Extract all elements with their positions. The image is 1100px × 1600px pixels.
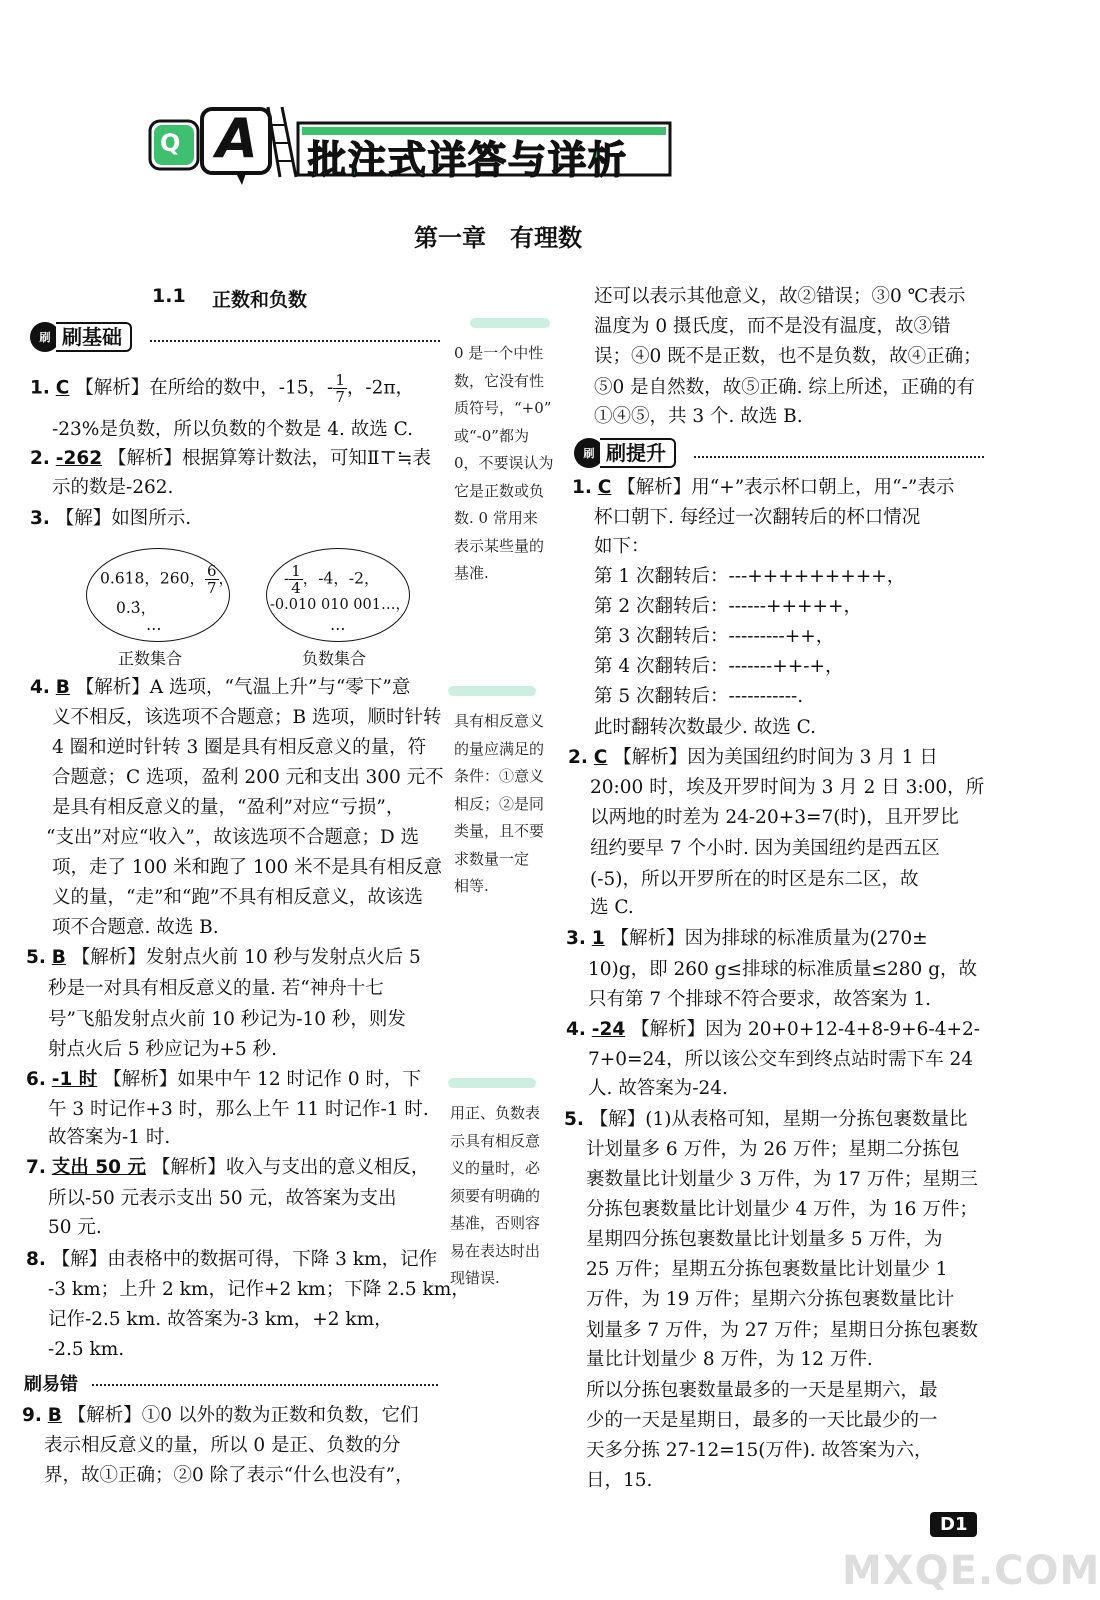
q1-fraction: $\frac{1}{7}$: [335, 371, 345, 406]
q3-line-1: 【解】如图所示.: [55, 508, 192, 529]
q5-line-2: 秒是一对具有相反意义的量. 若“神舟十七: [48, 978, 384, 999]
flip-1: 第 1 次翻转后：---+++++++++，: [594, 566, 906, 587]
q9-cont-line-2: 温度为 0 摄氏度，而不是没有温度，故③错: [594, 316, 951, 337]
chapter-title: 第一章 有理数: [414, 224, 582, 252]
r5-line-3: 裹数量比计划量少 3 万件，为 17 万件；星期三: [586, 1169, 978, 1190]
q9-line-2: 表示相反意义的量，所以 0 是正、负数的分: [44, 1435, 401, 1456]
flip-3: 第 3 次翻转后：---------++，: [594, 626, 835, 647]
q4-line-9: 项不合题意. 故选 B.: [52, 917, 219, 938]
r5-line-6: 25 万件；星期五分拣包裹数量比计划量少 1: [586, 1259, 948, 1280]
banner-title: 批注式详答与详析: [308, 138, 629, 182]
r5-line-12: 天多分拣 27-12=15(万件). 故答案为六，: [586, 1440, 933, 1461]
q5-answer: B: [51, 947, 66, 968]
positive-set-line-1: 0.618，260， $\frac{6}{7}$ ，: [100, 562, 235, 597]
watermark: MXQE.COM: [842, 1548, 1100, 1594]
q9-number: 9.: [22, 1405, 42, 1426]
q8-line-4: -2.5 km.: [48, 1339, 125, 1360]
side-note-3: 用正、负数表 示具有相反意 义的量时，必 须要有明确的 基准，否则容 易在表达时出 现错误.: [450, 1104, 541, 1287]
q8-number: 8.: [26, 1249, 46, 1270]
r3-number: 3.: [566, 928, 586, 949]
side-note-2: 具有相反意义 的量应满足的 条件：①意义 相反；②是同 类量，且不要 求数量一定 相等.: [454, 712, 545, 895]
positive-set-line-2: 0.3̇，: [116, 599, 157, 617]
r2-line-5: (-5)，所以开罗所在的时区是东二区，故: [590, 869, 919, 890]
q1-answer: C: [55, 377, 70, 399]
q3-number: 3.: [30, 508, 50, 529]
side-note-marker: [448, 1078, 536, 1088]
q9-line-1: 【解析】①0 以外的数为正数和负数，它们: [67, 1405, 419, 1426]
q4-line-8: 义的量，“走”和“跑”不具有相反意义，故该选: [52, 887, 423, 908]
q9-cont-line-4: ⑤0 是自然数，故⑤正确. 综上所述，正确的有: [594, 377, 975, 398]
r1-line-4: 此时翻转次数最少. 故选 C.: [594, 717, 817, 738]
page-number: D1: [930, 1512, 977, 1537]
badge-improve: [574, 438, 676, 468]
r5-line-7: 万件，为 19 万件；星期六分拣包裹数量比计: [586, 1289, 955, 1310]
q5-line-4: 射点火后 5 秒应记为+5 秒.: [48, 1039, 278, 1060]
q1-line-1-end: ，-2π，: [346, 377, 415, 399]
r5-line-4: 分拣包裹数量比计划量少 4 万件，为 16 万件；: [586, 1199, 978, 1220]
q4-line-7: 项，走了 100 米和跑了 100 米不是具有相反意: [52, 857, 443, 878]
q2-answer: -262: [55, 448, 103, 469]
r1-line-3: 如下：: [594, 536, 650, 557]
divider: [694, 456, 984, 458]
badge-error: 刷易错: [24, 1374, 78, 1395]
r5-number: 5.: [564, 1109, 584, 1130]
r1-line-2: 杯口朝下. 每经过一次翻转后的杯口情况: [594, 507, 921, 528]
r2-line-3: 以两地的时差为 24-20+3=7(时)，且开罗比: [590, 807, 959, 828]
badge-basic: [30, 322, 132, 352]
flip-5: 第 5 次翻转后：-----------.: [594, 686, 804, 707]
side-note-1: 0 是一个中性 数，它没有性 质符号，“+0” 或“-0”都为 0，不要误认为 它是正数或负 数. 0 常用来 表示某些量的 基准.: [454, 344, 554, 582]
r5-line-2: 计划量多 6 万件，为 26 万件；星期二分拣包: [586, 1139, 960, 1160]
r2-line-6: 选 C.: [590, 897, 634, 918]
q4-line-1: 【解析】A 选项，“气温上升”与“零下”意: [75, 677, 411, 698]
q4-answer: B: [55, 677, 70, 698]
q5-number: 5.: [26, 947, 46, 968]
r5-line-1: 【解】(1)从表格可知，星期一分拣包裹数量比: [589, 1109, 968, 1130]
q4-line-2: 义不相反，该选项不合题意；B 选项，顺时针转: [52, 707, 442, 728]
positive-set-fraction: $\frac{6}{7}$: [206, 562, 217, 597]
q6-line-1: 【解析】如果中午 12 时记作 0 时，下: [103, 1069, 422, 1090]
r5-line-8: 划量多 7 万件，为 27 万件；星期日分拣包裹数: [586, 1320, 978, 1341]
negative-set-line-3: …: [330, 616, 346, 634]
negative-set-label: 负数集合: [302, 649, 367, 668]
badge-improve-label: 刷提升: [600, 438, 676, 468]
badge-basic-label: 刷基础: [56, 322, 132, 352]
q7-answer: 支出 50 元: [51, 1157, 146, 1178]
r4-line-2: 7+0=24，所以该公交车到终点站时需下车 24: [588, 1049, 974, 1070]
q4-line-6: “支出”对应“收入”，故该选项不合题意；D 选: [46, 827, 420, 848]
r3-line-2: 10)g，即 260 g≤排球的标准质量≤280 g，故: [588, 959, 978, 980]
q6-number: 6.: [26, 1069, 46, 1090]
q9-cont-line-5: ①④⑤，共 3 个. 故选 B.: [594, 406, 803, 427]
q8-line-1: 【解】由表格中的数据可得，下降 3 km，记作: [51, 1249, 438, 1270]
r5-line-10: 所以分拣包裹数量最多的一天是星期六，最: [586, 1380, 938, 1401]
q5-line-3: 号”飞船发射点火前 10 秒记为-10 秒，则发: [48, 1009, 406, 1030]
q4-line-4: 合题意；C 选项，盈利 200 元和支出 300 元不: [52, 767, 444, 788]
negative-set-line-2: -0.010 010 001…，: [270, 597, 410, 613]
q2-line-1: 【解析】根据算筹计数法，可知Ⅱ⊤≒表: [107, 448, 431, 469]
q9-cont-line-3: 误；④0 既不是正数，也不是负数，故④正确；: [594, 346, 982, 367]
r1-number: 1.: [572, 477, 592, 498]
r5-line-11: 少的一天是星期日，最多的一天比最少的一: [586, 1410, 938, 1431]
q9-line-3: 界，故①正确；②0 除了表示“什么也没有”，: [44, 1465, 414, 1486]
q1-number: 1.: [30, 377, 50, 399]
q-letter: Q: [160, 129, 181, 157]
side-note-marker: [448, 686, 536, 696]
q1-line-2: -23%是负数，所以负数的个数是 4. 故选 C.: [52, 419, 414, 440]
r2-answer: C: [593, 747, 608, 768]
q1-line-1: 【解析】在所给的数中，-15，-: [75, 377, 334, 399]
flip-2: 第 2 次翻转后：------+++++，: [594, 596, 863, 617]
r2-line-4: 纽约要早 7 个小时. 因为美国纽约是西五区: [590, 838, 940, 859]
q6-line-3: 故答案为-1 时.: [48, 1127, 171, 1148]
r1-answer: C: [597, 477, 612, 498]
q7-line-3: 50 元.: [48, 1217, 102, 1238]
q8-line-2: -3 km；上升 2 km，记作+2 km；下降 2.5 km，: [48, 1279, 470, 1300]
positive-set-line-3: …: [146, 616, 162, 634]
q2-line-2: 示的数是-262.: [52, 477, 174, 498]
r3-answer: 1: [591, 928, 605, 949]
r5-line-5: 星期四分拣包裹数量比计划量多 5 万件，为: [586, 1229, 943, 1250]
r1-line-1: 【解析】用“+”表示杯口朝上，用“-”表示: [617, 477, 955, 498]
divider: [150, 340, 440, 342]
a-letter: A: [216, 107, 258, 170]
badge-icon: 刷: [30, 322, 60, 352]
badge-icon: 刷: [574, 438, 604, 468]
r5-line-9: 量比计划量少 8 万件，为 12 万件.: [586, 1349, 873, 1370]
q7-line-1: 【解析】收入与支出的意义相反，: [151, 1157, 430, 1178]
r4-number: 4.: [566, 1019, 586, 1040]
q4-line-5: 是具有相反意义的量，“盈利”对应“亏损”，: [52, 797, 405, 818]
r5-line-13: 日，15.: [586, 1470, 653, 1491]
q7-line-2: 所以-50 元表示支出 50 元，故答案为支出: [48, 1188, 397, 1209]
q7-number: 7.: [26, 1157, 46, 1178]
r2-line-1: 【解析】因为美国纽约时间为 3 月 1 日: [613, 747, 938, 768]
q9-cont-line-1: 还可以表示其他意义，故②错误；③0 ℃表示: [594, 286, 966, 307]
r2-line-2: 20:00 时，埃及开罗时间为 3 月 2 日 3:00，所: [590, 777, 985, 798]
r4-line-1: 【解析】因为 20+0+12-4+8-9+6-4+2-: [631, 1019, 980, 1040]
r3-line-1: 【解析】因为排球的标准质量为(270±: [610, 928, 928, 949]
r3-line-3: 只有第 7 个排球不符合要求，故答案为 1.: [588, 989, 932, 1010]
divider: [92, 1384, 438, 1386]
q6-line-2: 午 3 时记作+3 时，那么上午 11 时记作-1 时.: [48, 1099, 429, 1120]
q6-answer: -1 时: [51, 1069, 98, 1090]
q2-number: 2.: [30, 448, 50, 469]
positive-set-label: 正数集合: [118, 649, 183, 668]
r2-number: 2.: [568, 747, 588, 768]
section-title: 正数和负数: [212, 289, 308, 311]
q5-line-1: 【解析】发射点火前 10 秒与发射点火后 5: [71, 947, 421, 968]
negative-set-fraction: $\frac{1}{4}$: [291, 562, 301, 597]
header-banner: [146, 95, 676, 185]
flip-4: 第 4 次翻转后：-------++-+，: [594, 656, 844, 677]
q8-line-3: 记作-2.5 km. 故答案为-3 km，+2 km，: [48, 1309, 393, 1330]
q4-number: 4.: [30, 677, 50, 698]
side-note-marker: [470, 318, 550, 328]
q4-line-3: 4 圈和逆时针转 3 圈是具有相反意义的量，符: [52, 737, 427, 758]
section-number: 1.1: [152, 285, 186, 307]
r4-answer: -24: [591, 1019, 626, 1040]
negative-set-line-1: - $\frac{1}{4}$ ，-4，-2，: [284, 562, 380, 597]
q9-answer: B: [47, 1405, 62, 1426]
r4-line-3: 人. 故答案为-24.: [588, 1078, 728, 1099]
